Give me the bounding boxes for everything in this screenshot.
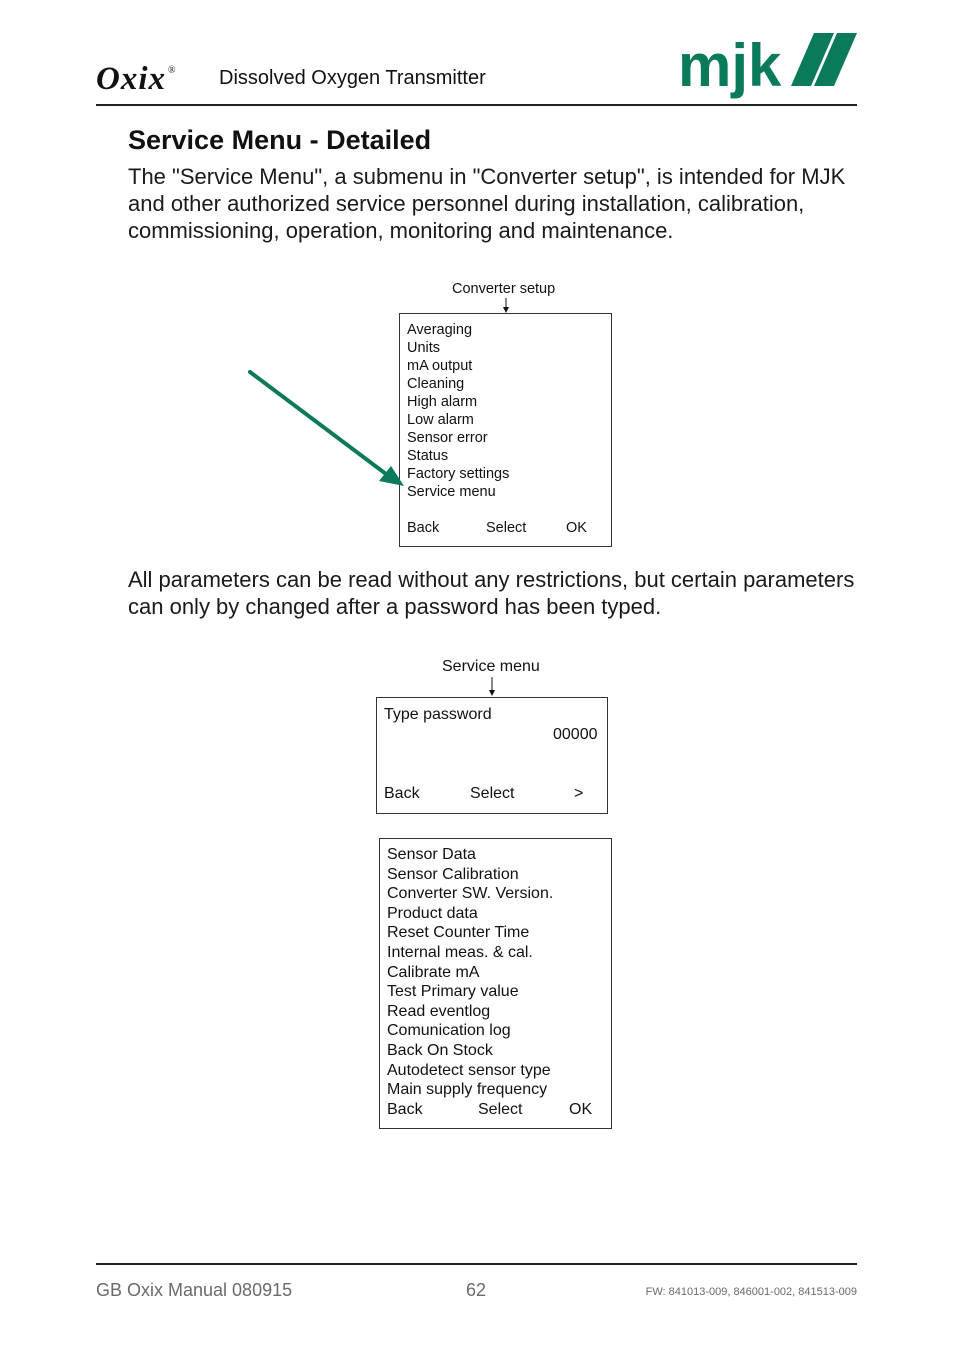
service-menu-caption: Service menu: [442, 658, 540, 675]
menu-item-comunication-log[interactable]: Comunication log: [387, 1022, 511, 1040]
menu-item-converter-sw-version[interactable]: Converter SW. Version.: [387, 885, 554, 903]
menu-item-units[interactable]: Units: [407, 340, 441, 356]
mjk-logo: [678, 30, 860, 107]
menu-item-test-primary-value[interactable]: Test Primary value: [387, 983, 519, 1001]
service-caption-arrow: [486, 677, 498, 697]
footer-manual-id: GB Oxix Manual 080915: [96, 1280, 293, 1300]
oxix-logo: Oxix ®: [96, 61, 177, 97]
intro-line: commissioning, operation, monitoring and maintenance.: [128, 218, 674, 243]
password-input[interactable]: 00000: [553, 726, 598, 743]
permissions-line: can only by changed after a password has been typed.: [128, 594, 662, 619]
header-rule: [96, 104, 857, 106]
softkey-back[interactable]: Back: [407, 520, 440, 536]
document-title: Dissolved Oxygen Transmitter: [219, 67, 486, 89]
permissions-line: All parameters can be read without any restrictions, but certain parameters: [128, 567, 855, 592]
intro-paragraph: [128, 163, 845, 244]
mjk-logo-text: mjk: [678, 32, 782, 99]
footer-firmware: FW: 841013-009, 846001-002, 841513-009: [645, 1286, 857, 1298]
menu-item-autodetect-sensor-type[interactable]: Autodetect sensor type: [387, 1061, 551, 1079]
menu-item-calibrate-ma[interactable]: Calibrate mA: [387, 963, 480, 981]
menu-item-service-menu[interactable]: Service menu: [407, 484, 496, 500]
permissions-paragraph: [128, 566, 854, 620]
menu-item-back-on-stock[interactable]: Back On Stock: [387, 1042, 493, 1059]
menu-item-sensor-data[interactable]: Sensor Data: [387, 846, 476, 863]
softkey-back[interactable]: Back: [384, 785, 420, 802]
menu-item-low-alarm[interactable]: Low alarm: [407, 412, 474, 428]
converter-caption-arrow: [500, 298, 512, 314]
menu-item-status[interactable]: Status: [407, 448, 449, 464]
softkey-next[interactable]: >: [574, 785, 584, 802]
menu-item-factory-settings[interactable]: Factory settings: [407, 466, 510, 482]
green-pointer-arrow: [240, 362, 415, 497]
menu-item-ma-output[interactable]: mA output: [407, 358, 473, 374]
menu-item-main-supply-frequency[interactable]: Main supply frequency: [387, 1081, 548, 1099]
menu-item-sensor-error[interactable]: Sensor error: [407, 430, 488, 446]
converter-setup-list: [407, 321, 607, 511]
menu-item-reset-counter-time[interactable]: Reset Counter Time: [387, 924, 530, 942]
softkey-select[interactable]: Select: [470, 785, 515, 802]
section-heading: Service Menu - Detailed: [128, 125, 432, 155]
converter-softkeys: [407, 519, 607, 539]
menu-item-product-data[interactable]: Product data: [387, 904, 478, 922]
intro-line: The "Service Menu", a submenu in "Converter setup", is intended for MJK: [128, 164, 846, 189]
service-submenu: [379, 838, 612, 1129]
intro-line: and other authorized service personnel during installation, calibration,: [128, 191, 805, 216]
page-number: 62: [466, 1280, 487, 1300]
softkey-select[interactable]: Select: [486, 520, 527, 536]
menu-item-averaging[interactable]: Averaging: [407, 322, 473, 338]
footer-rule: [96, 1263, 857, 1265]
softkey-select[interactable]: Select: [478, 1100, 523, 1118]
converter-setup-caption: Converter setup: [452, 281, 556, 297]
password-prompt: Type password: [384, 706, 492, 723]
menu-item-sensor-calibration[interactable]: Sensor Calibration: [387, 865, 519, 883]
menu-item-internal-meas-cal[interactable]: Internal meas. & cal.: [387, 944, 533, 961]
menu-item-read-eventlog[interactable]: Read eventlog: [387, 1002, 491, 1020]
softkey-ok[interactable]: OK: [566, 520, 587, 536]
menu-item-cleaning[interactable]: Cleaning: [407, 376, 465, 392]
password-menu: [376, 697, 608, 814]
softkey-ok[interactable]: OK: [569, 1100, 593, 1118]
softkey-back[interactable]: Back: [387, 1100, 423, 1118]
menu-item-high-alarm[interactable]: High alarm: [407, 394, 478, 410]
